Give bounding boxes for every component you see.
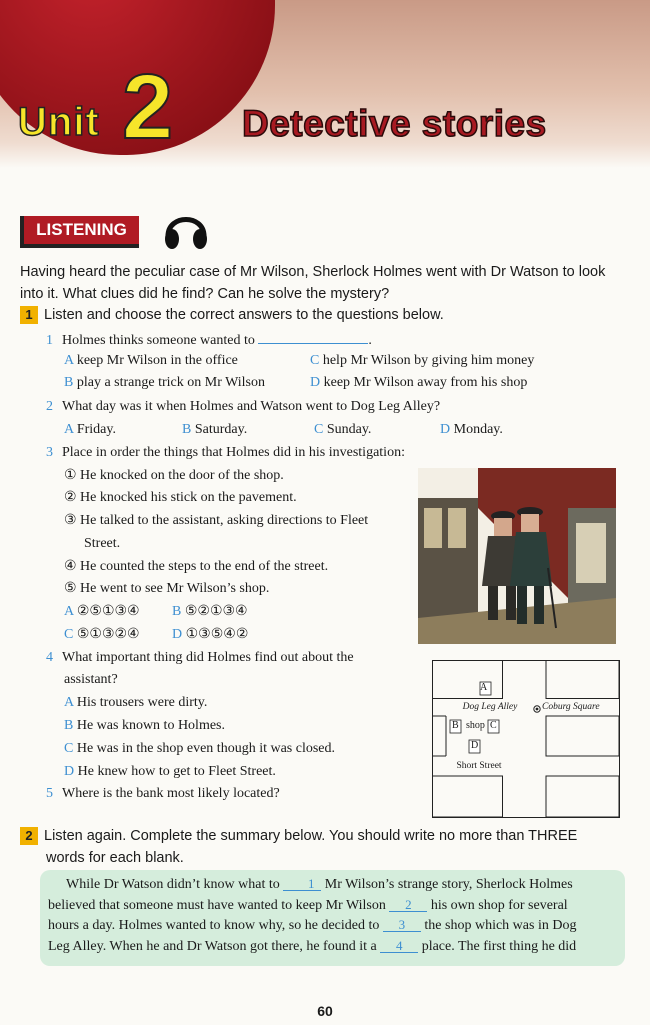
option-text: Friday. (76, 422, 116, 437)
unit-number: 2 (122, 56, 174, 158)
answer-blank[interactable] (258, 329, 368, 344)
option-text: His trousers were dirty. (76, 695, 208, 710)
question-5 (46, 784, 280, 804)
option[interactable] (172, 602, 248, 622)
question-number: 4 (46, 650, 53, 665)
option-text: Saturday. (194, 422, 248, 437)
question-text: What important thing did Holmes find out about the (62, 650, 354, 665)
headphones-icon (160, 206, 212, 250)
question-text-continued: assistant? (64, 672, 118, 687)
option[interactable] (64, 351, 238, 371)
option[interactable] (310, 351, 534, 371)
task2-number: 2 (20, 827, 38, 845)
question-text: Where is the bank most likely located? (62, 786, 280, 801)
listening-label: LISTENING (20, 216, 139, 248)
question-number: 1 (46, 333, 53, 348)
detectives-illustration (418, 468, 616, 644)
step-item: ⑤ He went to see Mr Wilson’s shop. (64, 581, 270, 596)
option[interactable] (64, 693, 207, 713)
option-label: D (440, 422, 451, 437)
option[interactable] (64, 762, 276, 782)
option[interactable] (182, 420, 247, 440)
option[interactable] (64, 625, 140, 645)
summary-blank[interactable]: 3 (383, 918, 421, 932)
option-text: Sunday. (326, 422, 372, 437)
summary-blank[interactable]: 1 (283, 877, 321, 891)
option-text: ⑤①③②④ (76, 627, 140, 642)
unit-title: Detective stories (242, 103, 547, 144)
step-item: ② He knocked his stick on the pavement. (64, 490, 297, 505)
option[interactable] (172, 625, 248, 645)
map-label-dog-leg-alley: Dog Leg Alley (462, 702, 518, 712)
option-label: B (172, 604, 182, 619)
option[interactable] (64, 373, 265, 393)
page-number: 60 (317, 1003, 333, 1019)
question-text: Holmes thinks someone wanted to (62, 333, 255, 348)
map-label-b: B (452, 720, 459, 731)
summary-segment: place. The first thing he did (418, 938, 577, 954)
question-3 (46, 443, 405, 463)
intro-paragraph: Having heard the peculiar case of Mr Wilson, Sherlock Holmes went with Dr Watson to look into it. What clues did he find? Can he solve the mystery? (20, 264, 606, 302)
option-label: A (64, 353, 74, 368)
option-label: A (64, 695, 74, 710)
option-text: help Mr Wilson by giving him money (322, 353, 535, 368)
map-label-a: A (480, 682, 488, 693)
option-label: A (64, 422, 74, 437)
summary-line (48, 916, 620, 937)
option[interactable] (64, 739, 335, 759)
option[interactable] (314, 420, 371, 440)
map-label-d: D (471, 740, 479, 751)
option-text: Monday. (453, 422, 503, 437)
task1-instruction: Listen and choose the correct answers to the questions below. (44, 307, 444, 323)
step-item: ④ He counted the steps to the end of the street. (64, 559, 329, 574)
option-label: C (64, 741, 74, 756)
option-text: ①③⑤④② (185, 627, 249, 642)
option-text: keep Mr Wilson in the office (76, 353, 238, 368)
option-text: He was in the shop even though it was closed. (76, 741, 336, 756)
summary-text (48, 875, 620, 957)
map-label-short-street: Short Street (456, 761, 502, 771)
task1-number: 1 (20, 306, 38, 324)
option-label: D (64, 764, 75, 779)
question-1: 1 Holmes thinks someone wanted to . (46, 329, 372, 351)
summary-segment: his own shop for several (427, 897, 568, 913)
summary-blank[interactable]: 4 (380, 939, 418, 953)
street-map (432, 660, 620, 818)
question-text: What day was it when Holmes and Watson went to Dog Leg Alley? (62, 399, 441, 414)
task1-heading (20, 305, 444, 325)
option[interactable] (64, 420, 116, 440)
step-item: ① He knocked on the door of the shop. (64, 468, 284, 483)
option-text: play a strange trick on Mr Wilson (76, 375, 265, 390)
question-number: 3 (46, 445, 53, 460)
option-label: A (64, 604, 74, 619)
map-label-coburg-square: Coburg Square (542, 702, 600, 712)
option-label: C (314, 422, 324, 437)
summary-line (48, 875, 620, 896)
summary-segment: the shop which was in Dog (420, 918, 577, 933)
summary-segment: believed that someone must have wanted to keep Mr Wilson (48, 897, 390, 913)
option-label: D (172, 627, 183, 642)
summary-segment: Mr Wilson’s strange story, Sherlock Holmes (321, 877, 573, 892)
option-label: B (64, 718, 74, 733)
question-4 (46, 648, 354, 668)
option-text: ⑤②①③④ (184, 604, 248, 619)
option[interactable] (440, 420, 503, 440)
step-item: ③ He talked to the assistant, asking directions to Fleet (64, 513, 369, 528)
question-number: 2 (46, 399, 53, 414)
map-label-c: C (490, 720, 497, 731)
step-item-continued: Street. (84, 536, 121, 551)
question-text: Place in order the things that Holmes did in his investigation: (62, 445, 405, 460)
option[interactable] (310, 373, 527, 393)
map-label-shop: shop (466, 720, 485, 731)
unit-label: Unit (18, 100, 100, 144)
option-text: He was known to Holmes. (76, 718, 225, 733)
option-text: He knew how to get to Fleet Street. (77, 764, 276, 779)
option-label: B (182, 422, 192, 437)
question-2 (46, 397, 440, 417)
summary-line (48, 896, 620, 917)
option[interactable] (64, 716, 225, 736)
task2-instruction-line2: words for each blank. (46, 850, 184, 866)
option-label: C (310, 353, 320, 368)
option-label: D (310, 375, 321, 390)
summary-segment: While Dr Watson didn’t know what to (66, 877, 284, 892)
question-number: 5 (46, 786, 53, 801)
summary-segment: hours a day. Holmes wanted to know why, so he decided to (48, 918, 383, 933)
summary-segment: Leg Alley. When he and Dr Watson got there, he found it a (48, 938, 381, 954)
summary-blank[interactable]: 2 (389, 898, 427, 912)
option-text: keep Mr Wilson away from his shop (323, 375, 528, 390)
option[interactable] (64, 602, 140, 622)
summary-line (48, 937, 620, 958)
option-label: C (64, 627, 74, 642)
task2-heading (20, 826, 630, 846)
option-label: B (64, 375, 74, 390)
task2-instruction-line1: Listen again. Complete the summary below. You should write no more than THREE (44, 828, 578, 844)
option-text: ②⑤①③④ (76, 604, 140, 619)
